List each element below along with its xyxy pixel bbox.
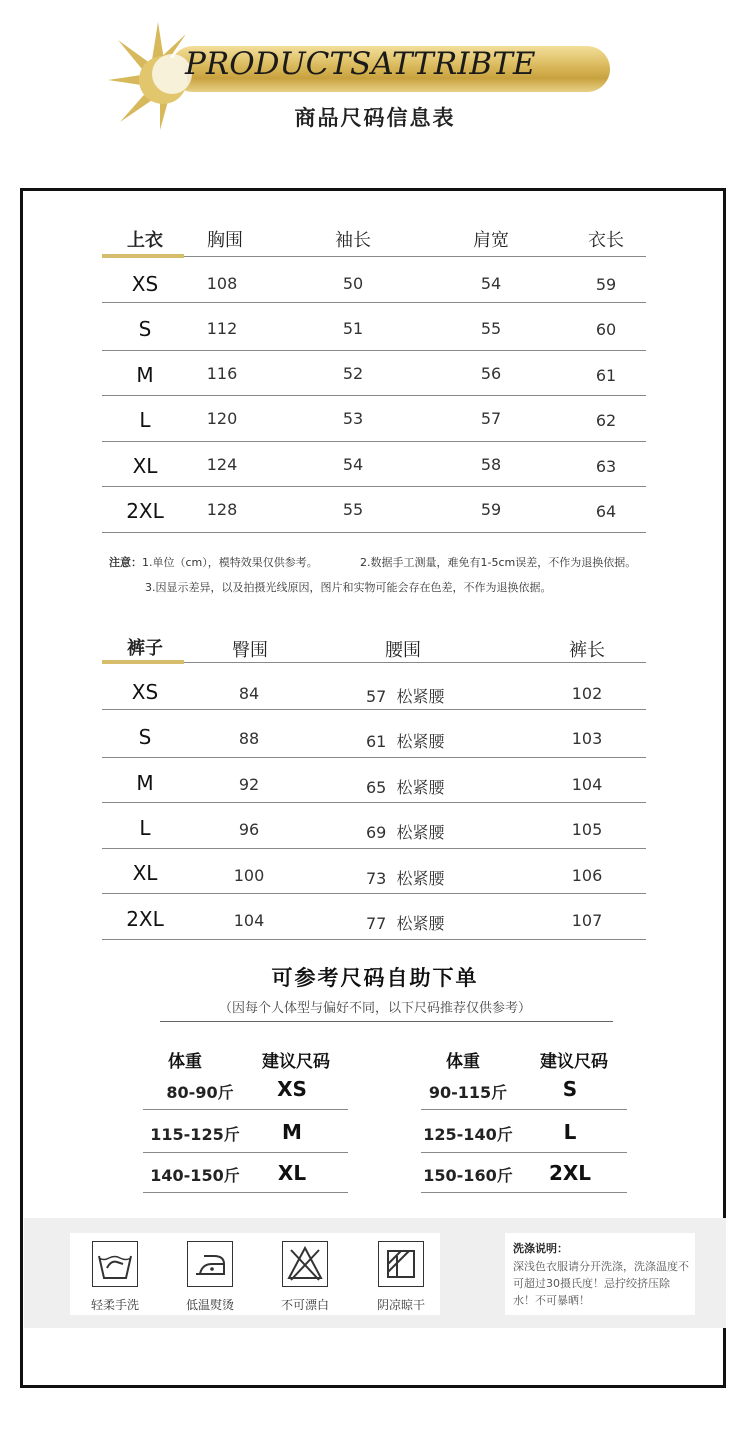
table-header: 裤长	[569, 640, 605, 661]
table-cell: 116	[206, 364, 238, 383]
divider	[421, 1192, 627, 1193]
divider	[184, 662, 646, 663]
table-cell: 57 松紧腰	[366, 687, 445, 706]
table-header: 肩宽	[473, 230, 509, 251]
divider	[102, 848, 646, 849]
table-header: 上衣	[127, 230, 163, 251]
weight-header: 体重	[168, 1052, 202, 1072]
no-bleach-icon	[282, 1241, 328, 1287]
size-label: S	[138, 725, 152, 749]
divider	[143, 1109, 348, 1110]
page-title: 商品尺码信息表	[294, 105, 456, 130]
size-label: S	[138, 317, 152, 341]
table-cell: 104	[571, 775, 603, 794]
table-cell: 57	[480, 409, 502, 428]
note-line-2: 3.因显示差异，以及拍摄光线原因，图片和实物可能会存在色差，不作为退换依据。	[145, 581, 552, 594]
english-title: PRODUCTSATTRIBTE	[185, 46, 536, 82]
divider	[102, 893, 646, 894]
divider	[102, 939, 646, 940]
table-cell: 61 松紧腰	[366, 732, 445, 751]
weight-header: 体重	[446, 1052, 480, 1072]
table-cell: 112	[206, 319, 238, 338]
size-cell: 2XL	[548, 1161, 592, 1185]
table-cell: 56	[480, 364, 502, 383]
note-text: 2.数据手工测量，难免有1-5cm误差，不作为退换依据。	[360, 556, 637, 569]
size-label: M	[136, 771, 154, 795]
table-cell: 63	[595, 457, 617, 476]
shade-dry-icon	[378, 1241, 424, 1287]
divider	[102, 302, 646, 303]
wash-title: 洗涤说明：	[513, 1242, 568, 1255]
size-label: 2XL	[126, 499, 164, 523]
size-header: 建议尺码	[540, 1052, 608, 1072]
table-cell: 61	[595, 366, 617, 385]
weight-cell: 80-90斤	[166, 1083, 234, 1102]
divider	[102, 709, 646, 710]
gold-underline	[102, 660, 184, 664]
size-label: XS	[131, 272, 159, 296]
table-cell: 73 松紧腰	[366, 869, 445, 888]
table-header: 胸围	[207, 230, 243, 251]
note-label: 注意：	[109, 556, 142, 569]
table-cell: 55	[480, 319, 502, 338]
size-cell: M	[282, 1120, 302, 1144]
table-cell: 77 松紧腰	[366, 914, 445, 933]
weight-cell: 150-160斤	[423, 1166, 513, 1185]
table-cell: 52	[342, 364, 364, 383]
divider	[143, 1192, 348, 1193]
weight-cell: 125-140斤	[423, 1125, 513, 1144]
divider	[184, 256, 646, 257]
table-cell: 108	[206, 274, 238, 293]
care-label: 轻柔手洗	[90, 1298, 139, 1312]
table-cell: 107	[571, 911, 603, 930]
table-cell: 53	[342, 409, 364, 428]
table-cell: 88	[238, 729, 260, 748]
table-header: 衣长	[588, 230, 624, 251]
table-header: 袖长	[335, 230, 371, 251]
care-label: 不可漂白	[280, 1298, 329, 1312]
size-label: 2XL	[126, 907, 164, 931]
table-cell: 59	[480, 500, 502, 519]
weight-cell: 90-115斤	[428, 1083, 508, 1102]
care-label: 低温熨烫	[185, 1298, 234, 1312]
table-header: 臀围	[232, 640, 268, 661]
size-header: 建议尺码	[262, 1052, 330, 1072]
divider	[102, 486, 646, 487]
table-cell: 100	[233, 866, 265, 885]
table-cell: 103	[571, 729, 603, 748]
divider	[102, 532, 646, 533]
table-cell: 104	[233, 911, 265, 930]
table-cell: 106	[571, 866, 603, 885]
divider	[421, 1152, 627, 1153]
recommend-title: 可参考尺码自助下单	[271, 966, 479, 990]
size-label: M	[136, 363, 154, 387]
size-label: XS	[131, 680, 159, 704]
recommend-subtitle: （因每个人体型与偏好不同，以下尺码推荐仅供参考）	[218, 1001, 531, 1016]
table-cell: 59	[595, 275, 617, 294]
table-cell: 54	[342, 455, 364, 474]
care-label: 阴凉晾干	[376, 1298, 425, 1312]
table-cell: 84	[238, 684, 260, 703]
size-cell: XL	[277, 1161, 307, 1185]
wash-text: 深浅色衣服请分开洗涤，洗涤温度不可超过30摄氏度！忌拧绞挤压除水！不可暴晒！	[513, 1260, 689, 1307]
divider	[160, 1021, 613, 1022]
size-label: XL	[132, 861, 158, 885]
divider	[421, 1109, 627, 1110]
table-cell: 60	[595, 320, 617, 339]
divider	[102, 350, 646, 351]
table-cell: 105	[571, 820, 603, 839]
weight-cell: 115-125斤	[150, 1125, 240, 1144]
table-cell: 58	[480, 455, 502, 474]
table-cell: 128	[206, 500, 238, 519]
size-label: L	[139, 408, 151, 432]
size-cell: L	[563, 1120, 577, 1144]
table-cell: 51	[342, 319, 364, 338]
table-cell: 50	[342, 274, 364, 293]
gold-underline	[102, 254, 184, 258]
note-text: 1.单位（cm），模特效果仅供参考。	[142, 556, 318, 569]
low-iron-icon	[187, 1241, 233, 1287]
table-header: 裤子	[127, 638, 163, 659]
table-cell: 55	[342, 500, 364, 519]
table-cell: 120	[206, 409, 238, 428]
weight-cell: 140-150斤	[150, 1166, 240, 1185]
table-cell: 65 松紧腰	[366, 778, 445, 797]
divider	[102, 441, 646, 442]
note-line-1	[109, 554, 318, 570]
hand-wash-icon	[92, 1241, 138, 1287]
table-cell: 64	[595, 502, 617, 521]
table-cell: 96	[238, 820, 260, 839]
table-cell: 69 松紧腰	[366, 823, 445, 842]
table-cell: 54	[480, 274, 502, 293]
divider	[102, 395, 646, 396]
size-label: L	[139, 816, 151, 840]
table-cell: 102	[571, 684, 603, 703]
table-cell: 62	[595, 411, 617, 430]
divider	[102, 802, 646, 803]
divider	[102, 757, 646, 758]
table-cell: 124	[206, 455, 238, 474]
table-header: 腰围	[385, 640, 421, 661]
divider	[143, 1152, 348, 1153]
table-cell: 92	[238, 775, 260, 794]
size-cell: S	[562, 1077, 578, 1101]
size-cell: XS	[277, 1077, 307, 1101]
size-label: XL	[132, 454, 158, 478]
